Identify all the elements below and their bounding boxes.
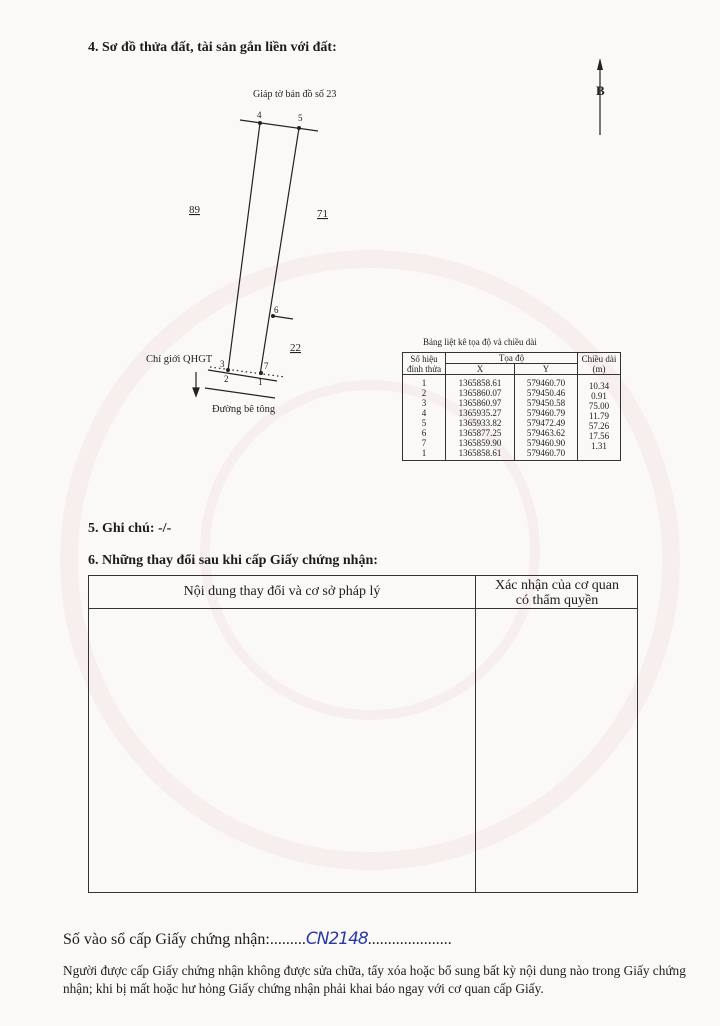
coord-cell: 1365933.82 xyxy=(458,418,502,428)
boundary-label: Chỉ giới QHGT xyxy=(146,354,213,365)
section-5-title: 5. Ghi chú: -/- xyxy=(88,521,172,536)
road-label: Đường bê tông xyxy=(212,404,276,415)
coord-cell: 5 xyxy=(421,418,427,428)
coord-cell: 579460.79 xyxy=(526,408,566,418)
coord-cell: 1 xyxy=(421,448,427,458)
registration-value: CN2148 xyxy=(305,929,368,949)
header-point: Số hiệu đỉnh thửa xyxy=(403,353,446,375)
registration-label: Số vào sổ cấp Giấy chứng nhận: xyxy=(63,931,270,948)
coord-cell: 1365877.25 xyxy=(458,428,502,438)
coord-cell: 1.31 xyxy=(591,441,607,451)
registration-number: Số vào sổ cấp Giấy chứng nhận:.........CN2148..................... xyxy=(63,929,452,949)
header-x: X xyxy=(446,364,515,375)
coord-cell: 579460.70 xyxy=(526,448,566,458)
coord-cell: 11.79 xyxy=(589,411,609,421)
coord-cell: 579472.49 xyxy=(526,418,566,428)
coord-cell: 1365935.27 xyxy=(458,408,502,418)
coord-cell: 6 xyxy=(421,428,427,438)
coord-cell: 10.34 xyxy=(588,381,610,391)
coord-cell: 579450.58 xyxy=(526,398,566,408)
coord-cell: 1365858.61 xyxy=(458,448,502,458)
changes-table xyxy=(88,575,638,893)
coord-cell: 1 xyxy=(421,378,427,388)
header-authority-line1: Xác nhận của cơ quan xyxy=(494,578,619,593)
point-7-label: 7 xyxy=(264,361,269,371)
point-4-label: 4 xyxy=(257,110,262,120)
section-4-title: 4. Sơ đồ thửa đất, tài sản gắn liền với đất: xyxy=(88,40,337,55)
coord-cell: 579460.70 xyxy=(526,378,566,388)
coord-cell: 4 xyxy=(421,408,427,418)
y-column xyxy=(515,375,578,461)
length-column xyxy=(578,375,621,461)
point-1-label: 1 xyxy=(258,377,263,387)
coord-cell: 2 xyxy=(421,388,427,398)
header-coords: Tọa độ xyxy=(446,353,578,364)
point-5-label: 5 xyxy=(298,113,303,123)
point-6-label: 6 xyxy=(274,305,279,315)
coord-table-title: Bảng liệt kê tọa độ và chiều dài xyxy=(423,337,537,347)
header-y: Y xyxy=(515,364,578,375)
coord-cell: 1365858.61 xyxy=(458,378,502,388)
header-length: Chiều dài (m) xyxy=(578,353,621,375)
coord-cell: 1365860.07 xyxy=(458,388,502,398)
coord-cell: 7 xyxy=(421,438,427,448)
header-authority-line2: có thẩm quyền xyxy=(515,593,599,608)
point-column xyxy=(403,375,446,461)
coordinate-table xyxy=(402,352,621,461)
coord-cell: 75.00 xyxy=(588,401,610,411)
section-6-title: 6. Những thay đổi sau khi cấp Giấy chứng nhận: xyxy=(88,553,378,568)
coord-cell: 57.26 xyxy=(588,421,610,431)
notice-text: Người được cấp Giấy chứng nhận không được sửa chữa, tẩy xóa hoặc bổ sung bất kỳ nội dung nào trong Giấy chứng nhận; khi bị mất hoặc hư hỏng Giấy chứng nhận phải khai báo ngay với cơ quan cấp Giấy. xyxy=(63,963,686,996)
point-3-label: 3 xyxy=(220,359,225,369)
coord-cell: 17.56 xyxy=(588,431,610,441)
header-change-content: Nội dung thay đổi và cơ sở pháp lý xyxy=(183,584,381,599)
coord-cell: 3 xyxy=(421,398,427,408)
coord-cell: 579450.46 xyxy=(526,388,566,398)
parcel-22-label: 22 xyxy=(290,342,301,354)
x-column xyxy=(446,375,515,461)
coord-cell: 1365859.90 xyxy=(458,438,502,448)
parcel-89-label: 89 xyxy=(189,204,200,216)
coord-cell: 579460.90 xyxy=(526,438,566,448)
coord-cell: 0.91 xyxy=(591,391,607,401)
point-2-label: 2 xyxy=(224,374,229,384)
parcel-71-label: 71 xyxy=(317,208,328,220)
coord-cell: 1365860.97 xyxy=(458,398,502,408)
north-label: B xyxy=(596,83,605,98)
header-authority-confirmation xyxy=(477,578,637,608)
top-adjacent-label: Giáp tờ bản đồ số 23 xyxy=(253,89,337,100)
coord-cell: 579463.62 xyxy=(526,428,566,438)
